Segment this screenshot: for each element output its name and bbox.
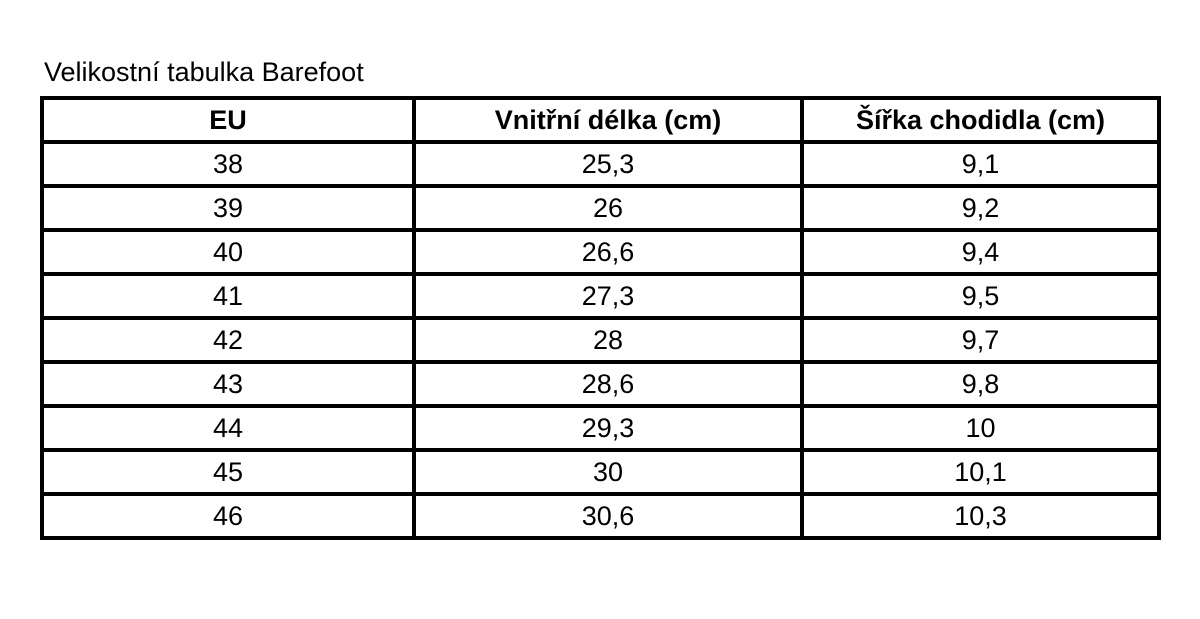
table-row (42, 494, 1159, 538)
table-cell: 10,1 (802, 450, 1159, 494)
size-table (40, 96, 1161, 540)
table-cell: 41 (42, 274, 414, 318)
table-cell: 10,3 (802, 494, 1159, 538)
table-cell: 42 (42, 318, 414, 362)
table-row (42, 362, 1159, 406)
table-cell: 9,8 (802, 362, 1159, 406)
column-header-eu: EU (42, 98, 414, 142)
table-row (42, 142, 1159, 186)
table-row (42, 406, 1159, 450)
table-cell: 44 (42, 406, 414, 450)
table-cell: 10 (802, 406, 1159, 450)
table-row (42, 230, 1159, 274)
table-header-row (42, 98, 1159, 142)
table-cell: 26,6 (414, 230, 802, 274)
table-cell: 9,5 (802, 274, 1159, 318)
table-cell: 27,3 (414, 274, 802, 318)
column-header-inner-length: Vnitřní délka (cm) (414, 98, 802, 142)
table-cell: 46 (42, 494, 414, 538)
table-cell: 26 (414, 186, 802, 230)
table-cell: 38 (42, 142, 414, 186)
table-cell: 45 (42, 450, 414, 494)
table-cell: 9,2 (802, 186, 1159, 230)
table-cell: 43 (42, 362, 414, 406)
table-cell: 39 (42, 186, 414, 230)
table-cell: 29,3 (414, 406, 802, 450)
column-header-foot-width: Šířka chodidla (cm) (802, 98, 1159, 142)
table-row (42, 450, 1159, 494)
table-cell: 9,7 (802, 318, 1159, 362)
table-row (42, 274, 1159, 318)
table-cell: 9,1 (802, 142, 1159, 186)
table-cell: 30,6 (414, 494, 802, 538)
page-title: Velikostní tabulka Barefoot (44, 57, 364, 87)
table-cell: 30 (414, 450, 802, 494)
table-row (42, 186, 1159, 230)
table-cell: 40 (42, 230, 414, 274)
table-cell: 28,6 (414, 362, 802, 406)
table-cell: 28 (414, 318, 802, 362)
table-body (42, 142, 1159, 538)
table-row (42, 318, 1159, 362)
table-cell: 25,3 (414, 142, 802, 186)
table-cell: 9,4 (802, 230, 1159, 274)
